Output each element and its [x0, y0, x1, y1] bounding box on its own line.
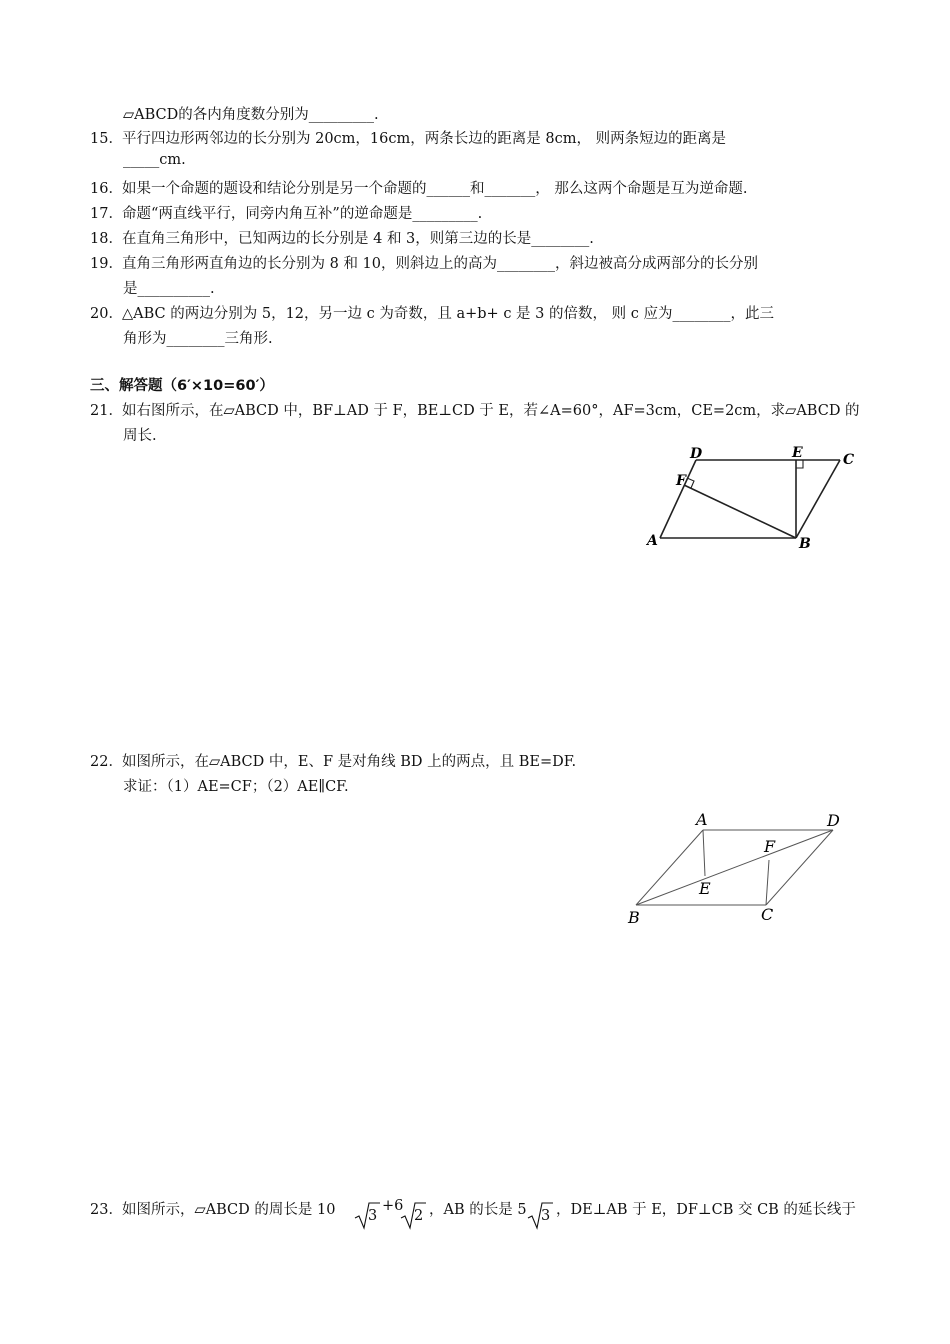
question-text: 如果一个命题的题设和结论分别是另一个命题的______和_______， 那么这两个命题是互为逆命题. — [122, 181, 748, 197]
question-19 — [90, 252, 758, 273]
question-21 — [90, 399, 860, 420]
question-text-c: ，DE⊥AB 于 E，DF⊥CB 交 CB 的延长线于 — [556, 1202, 856, 1218]
question-number: 22． — [90, 754, 123, 770]
label-c: C — [761, 905, 774, 924]
segment-bf — [684, 485, 796, 538]
question-number: 19． — [90, 256, 123, 272]
question-text: 在直角三角形中，已知两边的长分别是 4 和 3，则第三边的长是________. — [122, 231, 594, 247]
label-d: D — [690, 446, 703, 462]
label-f: F — [764, 837, 776, 856]
question-23 — [90, 1198, 335, 1219]
question-text: 命题“两直线平行，同旁内角互补”的逆命题是_________. — [122, 206, 483, 222]
q14-continuation: ▱ABCD的各内角度数分别为_________. — [123, 107, 379, 123]
radicand-1: 3 — [368, 1208, 378, 1224]
right-angle-mark-e — [796, 460, 803, 468]
question-text-b: ，AB 的长是 5 — [429, 1202, 527, 1218]
label-b: B — [628, 908, 640, 927]
plus-six: +6 — [382, 1198, 404, 1214]
question-19-line2: 是__________. — [123, 281, 215, 297]
segment-cf — [766, 860, 769, 905]
figure-21-parallelogram — [640, 444, 870, 554]
question-number: 21． — [90, 403, 123, 419]
question-22-line2: 求证：（1）AE=CF；（2）AE∥CF. — [123, 779, 349, 795]
radicand-3: 3 — [541, 1208, 551, 1224]
label-d: D — [827, 811, 840, 830]
label-b: B — [799, 536, 811, 552]
question-number: 20． — [90, 306, 123, 322]
question-20-line2: 角形为________三角形. — [123, 331, 273, 347]
question-18 — [90, 227, 594, 248]
label-c: C — [843, 452, 855, 468]
question-text: 直角三角形两直角边的长分别为 8 和 10，则斜边上的高为________，斜边被高分成两部分的长分别 — [122, 256, 758, 272]
label-a: A — [696, 810, 708, 829]
question-21-line2: 周长. — [123, 428, 157, 444]
question-number: 23． — [90, 1202, 123, 1218]
diagonal-bd — [636, 830, 833, 905]
question-text: 平行四边形两邻边的长分别为 20cm，16cm，两条长边的距离是 8cm， 则两条短边的距离是 — [122, 131, 727, 147]
question-number: 15． — [90, 131, 123, 147]
question-text: 如图所示，在▱ABCD 中，E、F 是对角线 BD 上的两点，且 BE=DF. — [122, 754, 577, 770]
question-number: 18． — [90, 231, 123, 247]
figure-22-parallelogram — [620, 808, 860, 928]
question-text-a: 如图所示，▱ABCD 的周长是 10 — [122, 1202, 336, 1218]
question-20 — [90, 302, 774, 323]
question-number: 16． — [90, 181, 123, 197]
question-number: 17． — [90, 206, 123, 222]
side-ad — [660, 460, 696, 538]
question-15-line2: _____cm. — [123, 152, 186, 168]
label-e: E — [792, 445, 803, 461]
section-heading: 三、解答题（6′×10=60′） — [90, 378, 274, 394]
segment-ae — [703, 830, 705, 876]
label-f: F — [676, 473, 686, 489]
side-cd — [766, 830, 833, 905]
radicand-2: 2 — [414, 1208, 424, 1224]
label-e: E — [699, 879, 711, 898]
question-17 — [90, 202, 482, 223]
side-bc — [796, 460, 840, 538]
side-ab — [636, 830, 703, 905]
question-text: △ABC 的两边分别为 5，12，另一边 c 为奇数，且 a+b+ c 是 3 的倍数， 则 c 应为________，此三 — [122, 306, 774, 322]
label-a: A — [647, 533, 658, 549]
question-22 — [90, 750, 576, 771]
question-16 — [90, 177, 747, 198]
question-15 — [90, 127, 726, 148]
question-text: 如右图所示，在▱ABCD 中，BF⊥AD 于 F，BE⊥CD 于 E，若∠A=60°，AF=3cm，CE=2cm，求▱ABCD 的 — [122, 403, 860, 419]
